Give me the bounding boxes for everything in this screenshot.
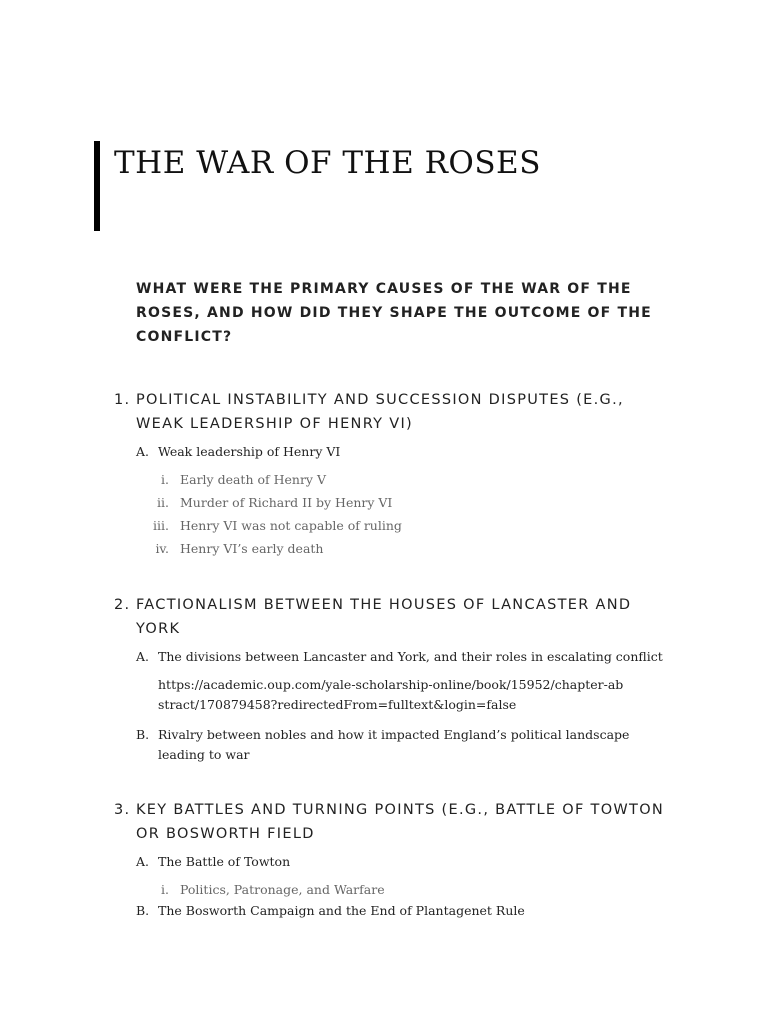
list-item (136, 468, 674, 491)
item-text: The divisions between Lancaster and York, and their roles in escalating conflict (158, 649, 663, 664)
item-letter: B. (136, 727, 150, 742)
item-text: Early death of Henry V (180, 472, 326, 487)
section-title: POLITICAL INSTABILITY AND SUCCESSION DISPUTES (E.G., WEAK LEADERSHIP OF HENRY VI) (136, 392, 624, 432)
list-item (136, 901, 674, 921)
section-heading (114, 388, 674, 436)
item-text: Weak leadership of Henry VI (158, 444, 341, 459)
item-text: Henry VI was not capable of ruling (180, 518, 402, 533)
research-question: WHAT WERE THE PRIMARY CAUSES OF THE WAR OF THE ROSES, AND HOW DID THEY SHAPE THE OUTCOME OF THE CONFLICT? (136, 281, 652, 345)
list-item (136, 725, 674, 765)
item-text: The Battle of Towton (158, 854, 291, 869)
item-numeral: i. (161, 472, 169, 487)
list-item (136, 514, 674, 537)
item-text: Murder of Richard II by Henry VI (180, 495, 393, 510)
section-1 (114, 388, 674, 560)
section-title: KEY BATTLES AND TURNING POINTS (E.G., BATTLE OF TOWTON OR BOSWORTH FIELD (136, 802, 665, 842)
item-numeral: iii. (153, 518, 169, 533)
item-numeral: ii. (157, 495, 169, 510)
page-title: THE WAR OF THE ROSES (114, 145, 541, 181)
sub-list (136, 468, 674, 560)
section-3 (114, 798, 674, 921)
section-number: 1. (114, 392, 131, 408)
item-numeral: i. (161, 882, 169, 897)
item-text: Rivalry between nobles and how it impacted England’s political landscape leading to war (158, 727, 630, 762)
section-heading (114, 798, 674, 846)
item-letter: B. (136, 903, 150, 918)
item-text: Politics, Patronage, and Warfare (180, 882, 385, 897)
item-numeral: iv. (155, 541, 169, 556)
list-item (136, 647, 674, 667)
section-heading (114, 593, 674, 641)
list-item (136, 491, 674, 514)
item-letter: A. (136, 444, 150, 459)
section-title: FACTIONALISM BETWEEN THE HOUSES OF LANCASTER AND YORK (136, 597, 632, 637)
list-item (136, 537, 674, 560)
list-item (136, 442, 674, 462)
item-letter: A. (136, 854, 150, 869)
item-text: Henry VI’s early death (180, 541, 324, 556)
section-number: 3. (114, 802, 131, 818)
title-accent-bar (94, 141, 100, 231)
list-item (136, 878, 674, 901)
reference-link[interactable]: https://academic.oup.com/yale-scholarship-online/book/15952/chapter-abstract/170879458?redirectedFrom=fulltext&login=false (158, 677, 624, 712)
sub-list (136, 878, 674, 901)
section-number: 2. (114, 597, 131, 613)
item-text: The Bosworth Campaign and the End of Plantagenet Rule (158, 903, 525, 918)
section-2 (114, 593, 674, 765)
item-letter: A. (136, 649, 150, 664)
list-item (136, 852, 674, 872)
